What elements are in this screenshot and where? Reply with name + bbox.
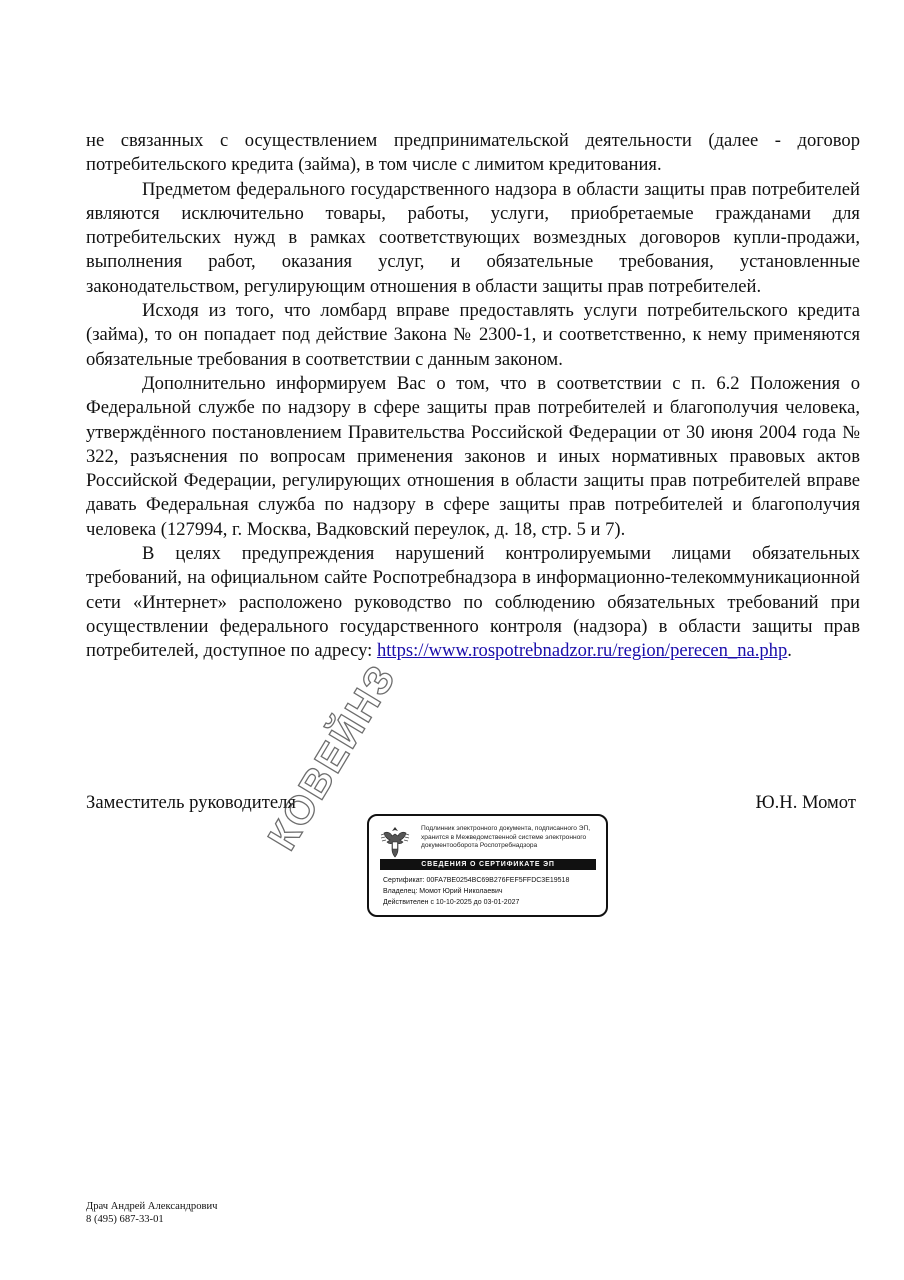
letter-body bbox=[86, 129, 860, 664]
paragraph-3: Исходя из того, что ломбард вправе предоставлять услуги потребительского кредита (займа), то он попадает под действие Закона № 2300-1, и соответственно, к нему применяются обязательные требования в соответствии с данным законом. bbox=[86, 300, 860, 370]
e-signature-stamp bbox=[367, 814, 608, 917]
stamp-header: СВЕДЕНИЯ О СЕРТИФИКАТЕ ЭП bbox=[380, 859, 596, 870]
overlay-watermark: КОВЕЙНЗ bbox=[260, 656, 405, 858]
link-suffix: . bbox=[787, 640, 792, 662]
paragraph-4: Дополнительно информируем Вас о том, что в соответствии с п. 6.2 Положения о Федеральной службе по надзору в сфере защиты прав потребителей и благополучия человека, утверждённого постановлением Правительства Российской Федерации от 30 июня 2004 года № 322, разъяснения по вопросам применения законов и иных нормативных правовых актов Российской Федерации, регулирующих отношения в области защиты прав потребителей вправе давать Федеральная служба по надзору в сфере защиты прав потребителей и благополучия человека (127994, г. Москва, Вадковский переулок, д. 18, стр. 5 и 7). bbox=[86, 372, 860, 540]
stamp-note: Подлинник электронного документа, подписанного ЭП, хранится в Межведомственной системе электронного документооборота Роспотребнадзора bbox=[421, 825, 591, 850]
signatory-title: Заместитель руководителя bbox=[86, 792, 296, 813]
executor-phone: 8 (495) 687-33-01 bbox=[86, 1214, 164, 1225]
certificate-validity: Действителен с 10-10-2025 до 03-01-2027 bbox=[383, 899, 520, 906]
paragraph-1: не связанных с осуществлением предпринимательской деятельности (далее - договор потребительского кредита (займа), в том числе с лимитом кредитования. bbox=[86, 130, 860, 176]
guidance-link[interactable]: https://www.rospotrebnadzor.ru/region/perecen_na.php bbox=[376, 640, 788, 662]
signature-row bbox=[86, 792, 856, 816]
paragraph-2: Предметом федерального государственного надзора в области защиты прав потребителей являются исключительно товары, работы, услуги, приобретаемые гражданами для потребительских нужд в рамках соответствующих возмездных договоров купли-продажи, выполнения работ, оказания услуг, и обязательные требования, установленные законодательством, регулирующим отношения в области защиты прав потребителей. bbox=[86, 178, 860, 297]
certificate-number: Сертификат: 00FA7BE0254BC69B276FEF5FFDC3E19518 bbox=[383, 877, 570, 884]
signatory-name: Ю.Н. Момот bbox=[755, 792, 856, 813]
paragraph-5-text: В целях предупреждения нарушений контролируемыми лицами обязательных требований, на официальном сайте Роспотребнадзора в информационно-телекоммуникационной сети «Интернет» расположено руководство по соблюдению обязательных требований при осуществлении федерального государственного контроля (надзора) в области защиты прав потребителей, доступное по адресу: bbox=[86, 543, 860, 662]
certificate-owner: Владелец: Момот Юрий Николаевич bbox=[383, 888, 503, 895]
coat-of-arms-icon bbox=[378, 823, 412, 861]
executor-name: Драч Андрей Александрович bbox=[86, 1201, 218, 1212]
document-footer bbox=[86, 1200, 218, 1226]
paragraph-5 bbox=[86, 542, 860, 663]
